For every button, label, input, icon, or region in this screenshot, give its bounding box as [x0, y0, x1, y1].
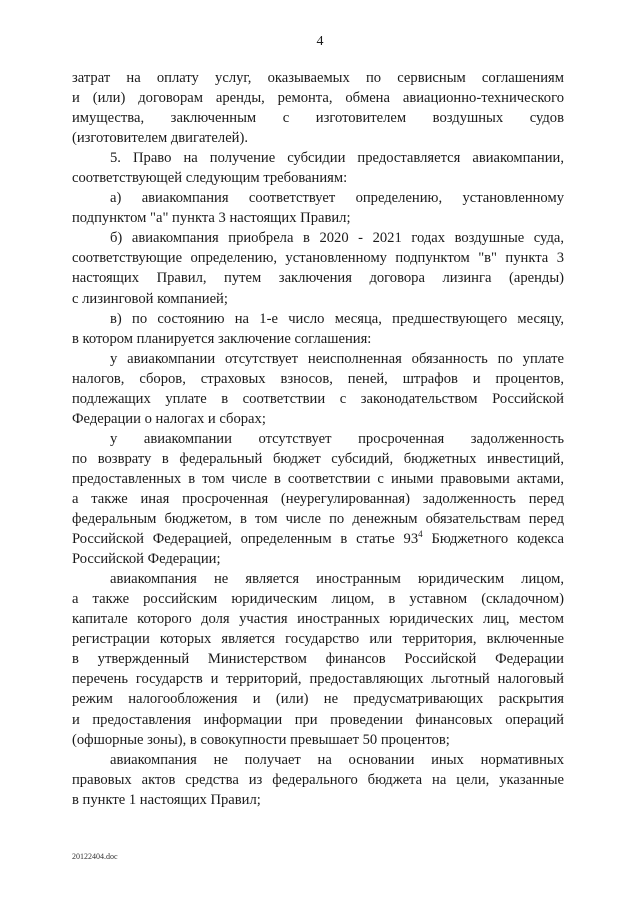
- text-line: режим налогообложения и (или) не предусматривающих раскрытия: [72, 691, 564, 708]
- text-line: затрат на оплату услуг, оказываемых по сервисным соглашениям: [72, 70, 564, 86]
- text-line: и предоставления информации при проведении финансовых операций: [72, 711, 564, 728]
- text-line: имущества, заключенным с изготовителем воздушных судов: [72, 110, 564, 127]
- text-line: настоящих Правил, путем заключения договора лизинга (аренды): [72, 270, 564, 287]
- text-line: в) по состоянию на 1-е число месяца, предшествующего месяцу,: [110, 310, 564, 327]
- text-line: а также российским юридическим лицом, в уставном (складочном): [72, 591, 564, 608]
- file-name-footer: 20122404.doc: [72, 852, 118, 861]
- paragraph: [72, 228, 564, 308]
- text-line: в пункте 1 настоящих Правил;: [72, 791, 261, 808]
- text-line: подлежащих уплате в соответствии с законодательством Российской: [72, 390, 564, 407]
- paragraph: [72, 750, 564, 810]
- text-line: Федерации о налогах и сборах;: [72, 410, 266, 427]
- text-line: предоставленных в том числе в соответствии с иными правовыми актами,: [72, 470, 564, 487]
- text-line: б) авиакомпания приобрела в 2020 - 2021 годах воздушные суда,: [110, 230, 564, 247]
- paragraph: [72, 68, 564, 148]
- document-body: [72, 68, 564, 810]
- text-fragment: Российской Федерацией, определенным в статье 93: [72, 531, 419, 548]
- text-line: подпунктом "а" пункта 3 настоящих Правил;: [72, 210, 351, 227]
- paragraph: [72, 309, 564, 349]
- text-line: а также иная просроченная (неурегулированная) задолженность перед: [72, 490, 564, 507]
- text-line: капитале которого доля участия иностранных юридических лиц, местом: [72, 611, 564, 628]
- text-line: регистрации которых является государство или территория, включенные: [72, 631, 564, 648]
- text-line: соответствующей следующим требованиям:: [72, 170, 348, 187]
- paragraph: [72, 148, 564, 188]
- article-superscript: 4: [418, 529, 423, 540]
- text-line: правовых актов средства из федерального бюджета на цели, указанные: [72, 771, 564, 788]
- text-line: а) авиакомпания соответствует определению, установленному: [110, 190, 564, 207]
- text-line: авиакомпания не является иностранным юридическим лицом,: [110, 571, 564, 588]
- paragraph: [72, 569, 564, 749]
- text-line: и (или) договорам аренды, ремонта, обмена авиационно-технического: [72, 90, 564, 107]
- text-line: в утвержденный Министерством финансов Российской Федерации: [72, 651, 564, 668]
- text-line: 5. Право на получение субсидии предоставляется авиакомпании,: [110, 150, 564, 167]
- text-line: у авиакомпании отсутствует просроченная задолженность: [110, 430, 564, 447]
- paragraph: [72, 429, 564, 569]
- text-line: авиакомпания не получает на основании иных нормативных: [110, 751, 564, 768]
- paragraph: [72, 188, 564, 228]
- text-line: (офшорные зоны), в совокупности превышает 50 процентов;: [72, 731, 450, 748]
- text-line: (изготовителем двигателей).: [72, 130, 248, 147]
- text-line: Российской Федерации;: [72, 551, 221, 568]
- text-line: соответствующие определению, установленному подпунктом "в" пункта 3: [72, 250, 564, 267]
- text-line: налогов, сборов, страховых взносов, пеней, штрафов и процентов,: [72, 370, 564, 387]
- text-line: у авиакомпании отсутствует неисполненная обязанность по уплате: [110, 350, 564, 367]
- page-number: 4: [316, 34, 324, 49]
- text-line: по возврату в федеральный бюджет субсидий, бюджетных инвестиций,: [72, 450, 564, 467]
- paragraph: [72, 349, 564, 429]
- text-line: в котором планируется заключение соглашения:: [72, 330, 372, 347]
- text-line: перечень государств и территорий, предоставляющих льготный налоговый: [72, 671, 564, 688]
- text-line: с лизинговой компанией;: [72, 290, 228, 307]
- text-fragment: Бюджетного кодекса: [422, 531, 564, 548]
- text-line: федеральным бюджетом, в том числе по денежным обязательствам перед: [72, 511, 564, 528]
- text-line-with-superscript: [72, 529, 564, 549]
